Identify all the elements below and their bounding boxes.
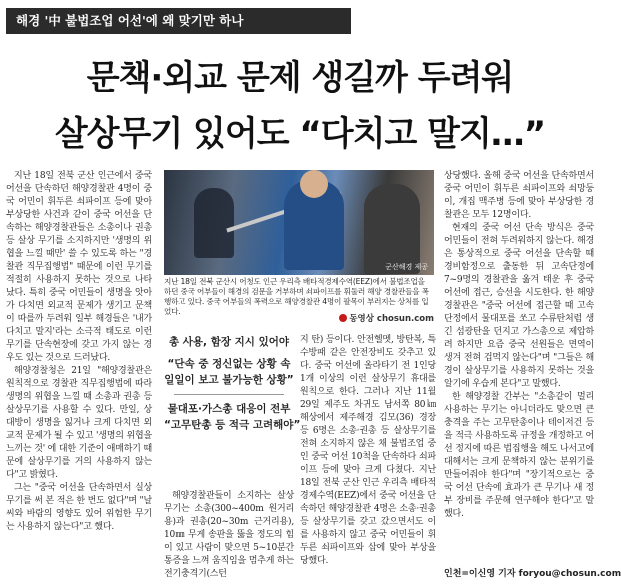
pull-quote-line: “단속 중 정신없는 상황 속 [167, 358, 291, 370]
photo-figure-head [300, 170, 328, 198]
pull-quote-box [164, 334, 301, 484]
pull-quote-line: “고무탄총 등 적극 고려해야” [164, 419, 301, 431]
paragraph: 그는 "중국 어선을 단속하면서 실상 무기를 써 본 적은 한 번도 없다"며 "날씨와 바람의 영향도 있어 위험한 무기는 사용하지 않는다"고 했다. [6, 483, 152, 532]
photo-figure [194, 188, 234, 258]
news-photo [164, 170, 434, 275]
photo-credit: 군산해경 제공 [385, 263, 428, 271]
photo-caption: 지난 18일 전북 군산시 어청도 인근 우리측 배타적경제수역(EEZ)에서 불법조업을 하던 중국 어부들이 해경의 검문을 거부하며 쇠파이프를 휘둘러 해양 경찰관들을 폭행하고 있다. 중국 어부들의 폭력으로 해양경찰관 4명이 팔목이 부러지는 상처를 입었다. [164, 277, 429, 316]
pull-quote-line: 일일이 보고 불가능한 상황” [164, 374, 294, 386]
photo-figure [364, 184, 420, 274]
article-column-1 [6, 170, 152, 582]
headline-line-1: 문책·외교 문제 생길까 두려워 [86, 58, 514, 98]
paragraph: 현재의 중국 어선 단속 방식은 중국 어민들이 전혀 두려워하지 않는다. 해경은 통상적으로 중국 어선을 단속할 때 경비함정으로 출동한 뒤 고속단정에 7~9명의 경찰관을 옮겨 태운 후 중국 어선에 접근, 승선을 시도한다. 한 해양경찰관은 "중국 어선에 접근할 때 고속단정에서 물대포를 쏘고 수류탄처럼 생긴 섬광탄을 던지고 가스총으로 제압하려 하지만 요즘 중국 선원들은 면역이 생겨 전혀 겁먹지 않는다"며 "그들은 해경이 살상무기를 사용하지 못하는 것을 알기에 우습게 본다"고 말했다. [444, 223, 594, 389]
paragraph: 한 해양경찰 간부는 "소총같이 멀리 사용하는 무기는 아니더라도 맞으면 큰 충격을 주는 고무탄총이나 테이저건 등을 적극 사용하도록 규정을 개정하고 어선 정지에 따른 법집행을 해도 나서고에 대해서는 크게 문책하지 않는 분위기를 만들어줘야 한다"며 "장기적으로는 중국 어선 단속에 효과가 큰 무기나 새 정부 장비를 주문해 연구해야 한다"고 말했다. [444, 392, 594, 519]
article-column-2b [300, 334, 436, 582]
paragraph: 해양경찰관들이 소지하는 살상무기는 소총(300~400m 원거리용)과 권총(20~30m 근거리용), 10㎜ 무게 송판을 뚫을 정도의 힘이 있고 사람이 맞으면 5~10분간 통증을 느껴 움직임을 멈추게 하는 전기충격기(스턴 [164, 491, 294, 579]
paragraph: 지 탄) 등이다. 안전헬멧, 방탄복, 특수방패 같은 안전장비도 갖추고 있다. 중국 어선에 올라타기 전 1인당 1개 이상의 이런 살상무기 휴대를 원칙으로 한다. 그러나 지난 11월 29일 제주도 차귀도 남서쪽 80㎞ 해상에서 제주해경 김모(36) 경장 등 6명은 소총·권총 등 살상무기를 전혀 소지하지 않은 채 불법조업 중인 중국 어선 10척을 단속하다 쇠파이프 등에 맞아 크게 다쳤다. 지난 18일 전북 군산 인근 우리측 배타적경제수역(EEZ)에서 중국 어선을 단속하던 해양경찰관 4명은 소총·권총 등 살상무기를 갖고 갔으면서도 이를 사용하지 않고 중국 어민들이 휘두른 쇠파이프와 삽에 맞아 부상을 당했다. [300, 335, 436, 566]
article-column-3 [444, 170, 594, 562]
paragraph: 지난 18일 전북 군산 인근에서 중국 어선을 단속하던 해양경찰관 4명이 중국 어민이 휘두른 쇠파이프 등에 맞아 부상당한 사건과 같이 중국 어선을 단속하는 해양경찰관들은 소총이나 권총 등 살상 무기를 소지하지만 '생명의 위협을 느낄 때만' 쓸 수 있도록 하는 "경찰관 직무집행법" 때문에 이런 무기를 적절히 사용하지 못하는 것으로 나타났다. 특히 중국 어민들이 생명을 앗아가 다치면 외교적 문제가 생기고 문책이 따를까 두려워 일부 해경들은 '내가 다치고 말지'라는 소극적 태도로 이런 무기를 단속현장에 갖고 가지 않는 경우도 있는 것으로 드러났다. [6, 171, 152, 363]
pull-quote-line: 총 사용, 함장 지시 있어야 [168, 336, 290, 348]
photo-source [320, 312, 434, 324]
divider [174, 394, 284, 395]
headline [0, 50, 600, 162]
video-logo-icon [339, 314, 347, 322]
reporter-byline: 인천=이신영 기자 foryou@chosun.com [444, 569, 621, 579]
kicker-bar: 해경 '中 불법조업 어선'에 왜 맞기만 하나 [6, 8, 351, 34]
photo-source-text: 동영상 chosun.com [349, 314, 434, 324]
paragraph: 상당했다. 올해 중국 어선을 단속하면서 중국 어민이 휘두른 쇠파이프와 쇠망둥이, 개집 맥주병 등에 맞아 부상당한 경찰관은 모두 12명이다. [444, 171, 594, 220]
pull-quote-line: 물대포·가스총 대응이 전부 [167, 403, 291, 415]
paragraph: 해양경찰청은 21일 "해양경찰관은 원칙적으로 경찰관 직무집행법에 따라 생명의 위협을 느낄 때 소총과 권총 등 살상무기를 사용할 수 있다. 만일, 상대방이 생명을 잃거나 크게 다치면 외교적 문제가 될 수 있고 '생명의 위협을 느끼는 것' 에 대한 기준이 애매하기 때문에 살상무기를 거의 사용하지 않는다"고 밝혔다. [6, 366, 152, 480]
article-column-2a [164, 490, 294, 582]
headline-line-2: 살상무기 있어도 “다치고 말지…” [54, 114, 546, 154]
